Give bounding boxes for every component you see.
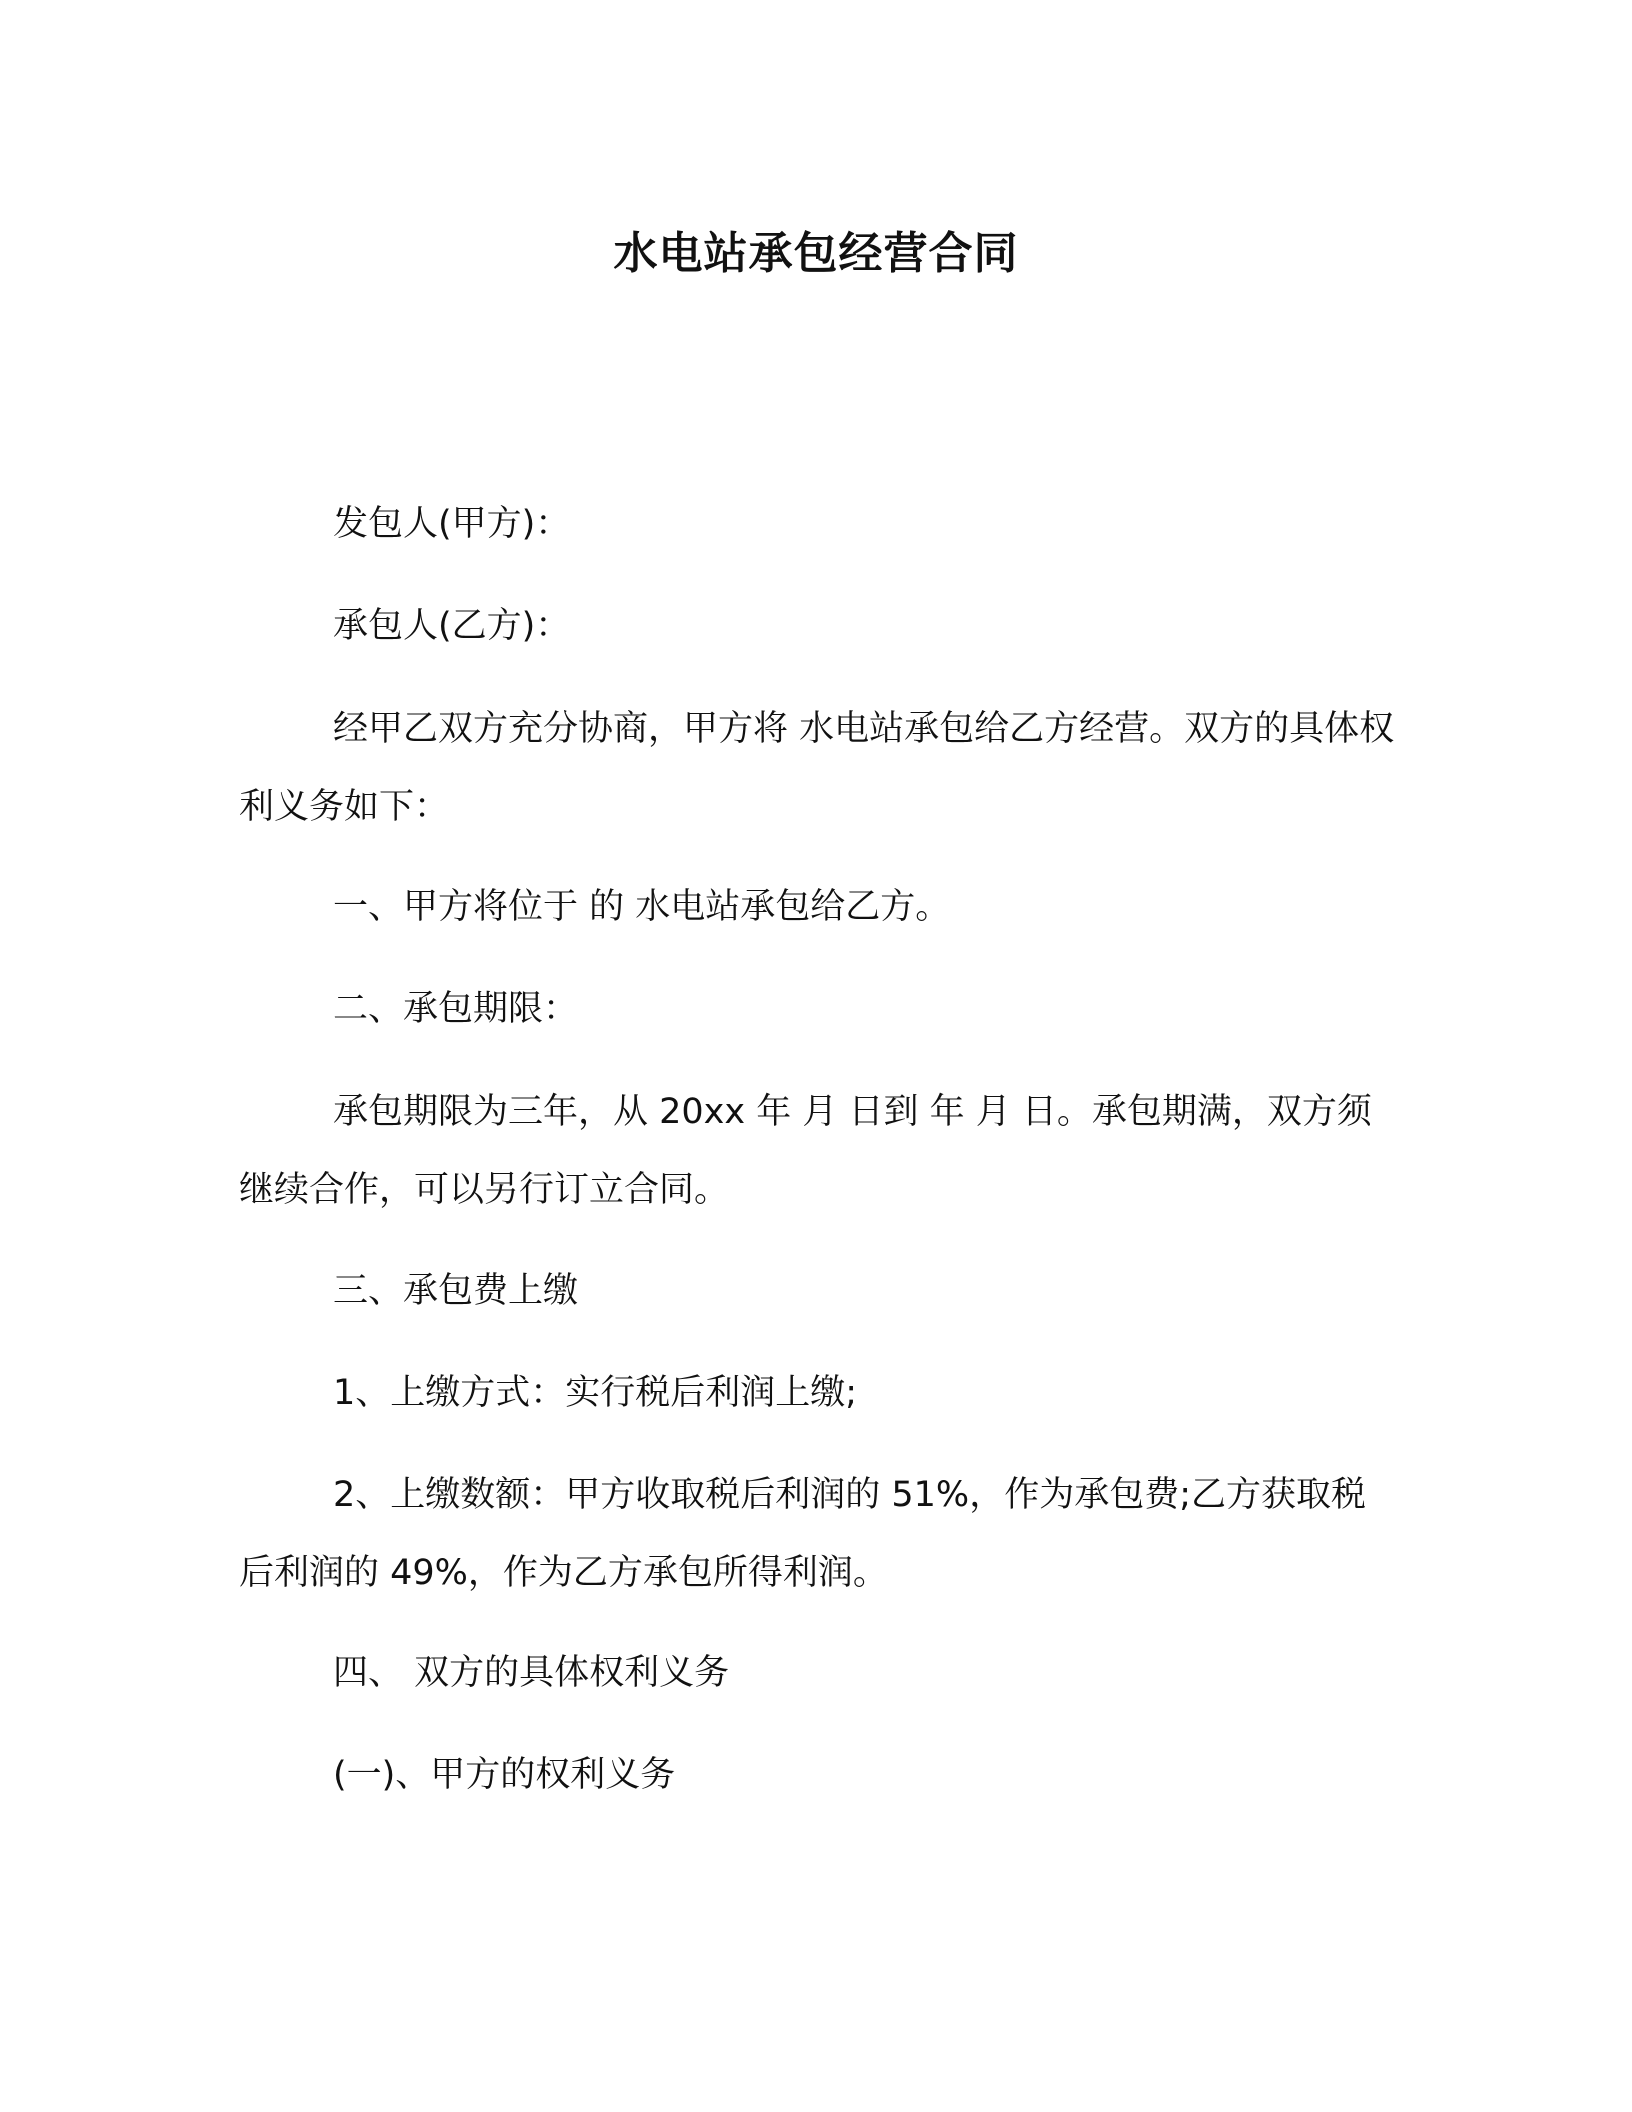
clause-3-item-2: 2、上缴数额：甲方收取税后利润的 51%，作为承包费;乙方获取税后利润的 49%，作为乙方承包所得利润。 (239, 1475, 1366, 1593)
clause-2-term: 承包期限为三年，从 20xx 年 月 日到 年 月 日。承包期满，双方须继续合作，可以另行订立合同。 (239, 1092, 1372, 1210)
party-a-line: 发包人(甲方)： (333, 504, 571, 544)
clause-4-subheading: (一)、甲方的权利义务 (333, 1755, 676, 1795)
clause-4-heading: 四、 双方的具体权利义务 (333, 1653, 730, 1693)
clause-3-heading: 三、承包费上缴 (333, 1271, 579, 1311)
party-b-line: 承包人(乙方)： (333, 606, 571, 646)
clause-3-item-1: 1、上缴方式：实行税后利润上缴; (333, 1373, 858, 1413)
preamble-paragraph: 经甲乙双方充分协商，甲方将 水电站承包给乙方经营。双方的具体权利义务如下： (239, 709, 1395, 827)
document-title: 水电站承包经营合同 (613, 228, 1019, 279)
clause-1: 一、甲方将位于 的 水电站承包给乙方。 (333, 887, 951, 927)
clause-2-heading: 二、承包期限： (333, 989, 579, 1029)
